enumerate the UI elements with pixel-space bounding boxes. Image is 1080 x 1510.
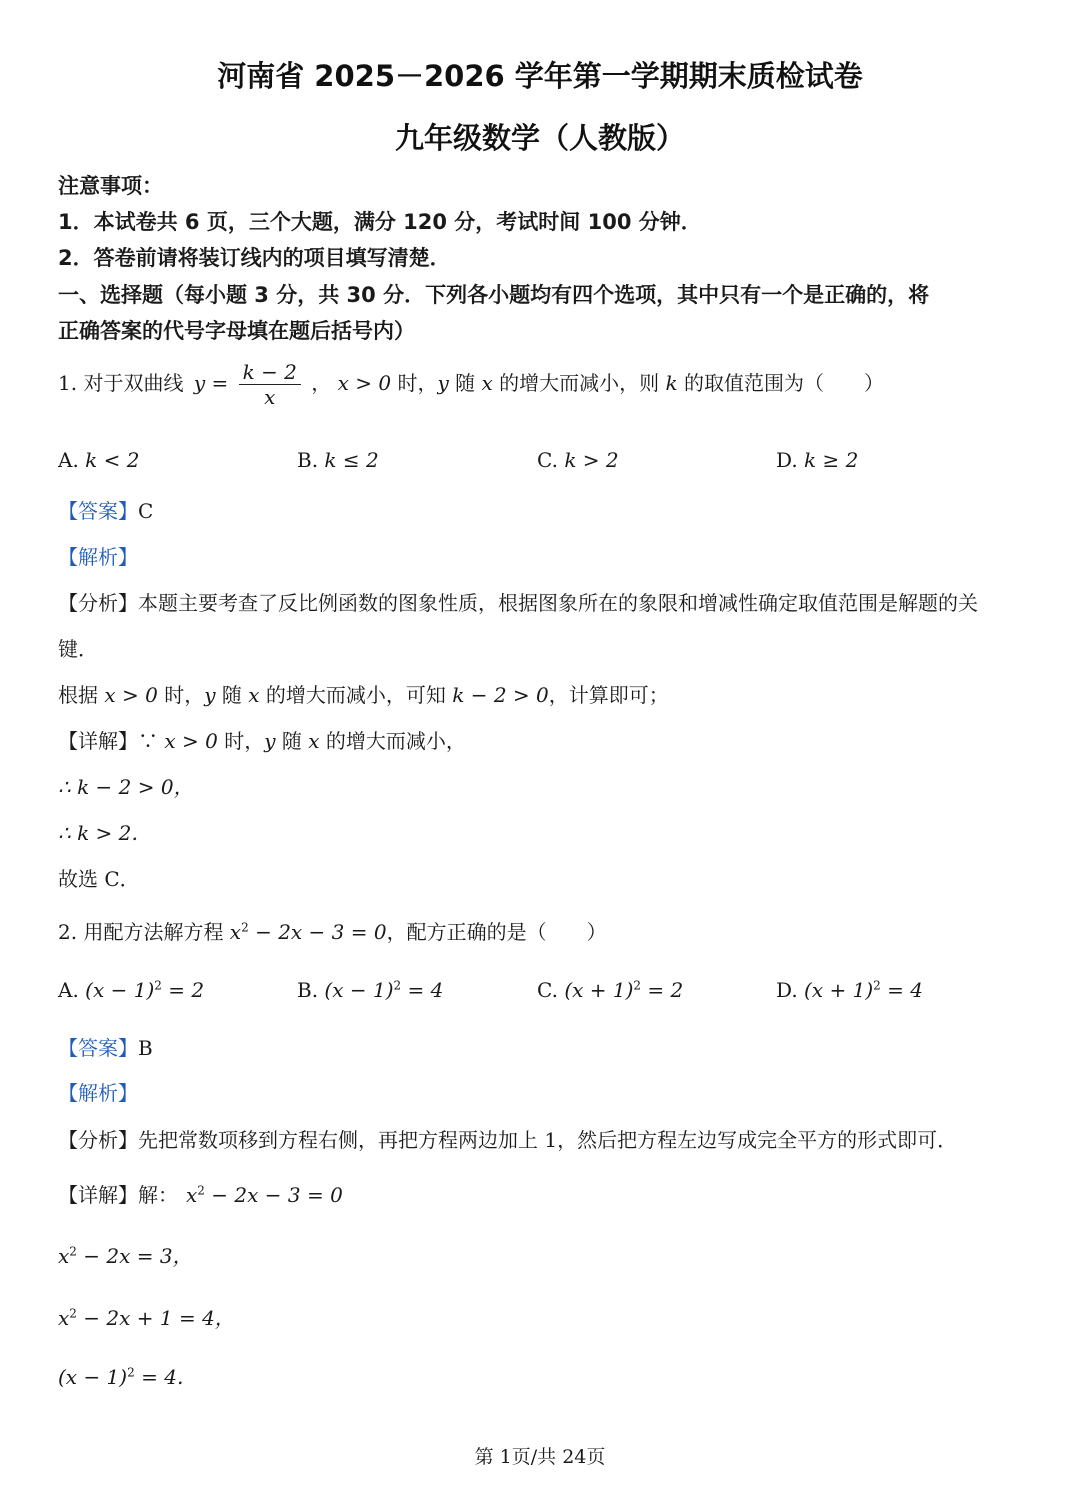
q1-xj-y: y (264, 729, 276, 753)
q1-condition: x > 0 (337, 371, 392, 395)
q1-reason-k: k − 2 > 0 (452, 683, 549, 707)
q1-answer (58, 495, 153, 524)
q1-fenxi-text: 本题主要考查了反比例函数的图象性质，根据图象所在的象限和增减性确定取值范围是解题的关 (138, 591, 978, 615)
q2-step3-rest: = 4． (134, 1365, 197, 1389)
q1-text-2: 随 (448, 371, 482, 395)
q1-reason-x: x > 0 (104, 683, 158, 707)
q1-reason-4: 的增大而减小，可知 (259, 683, 453, 707)
q1-choose: 故选 C． (58, 867, 140, 891)
q1-reason-5: ，计算即可； (548, 683, 669, 707)
q1-option-a-expr: k < 2 (85, 448, 140, 472)
q1-y-var: y (437, 371, 449, 395)
q2-step0-rest: − 2x − 3 = 0 (204, 1183, 343, 1207)
q1-reason-3: 随 (215, 683, 249, 707)
q2-option-d-rhs: = 4 (880, 978, 923, 1002)
q1-y-eq: y = (193, 371, 229, 395)
q2-step1-base: x (58, 1244, 70, 1268)
q2-step2-base: x (58, 1306, 70, 1330)
q2-prefix: 2. 用配方法解方程 (58, 920, 230, 944)
q1-suffix: 的取值范围为（ ） (677, 371, 884, 395)
question-2 (58, 916, 607, 945)
q1-fenxi-line1 (58, 587, 978, 616)
q2-step1-sup: 2 (69, 1244, 77, 1259)
q2-xiangjie (58, 1179, 343, 1208)
q2-answer-value: B (138, 1036, 153, 1060)
q1-option-b-label: B. (297, 448, 319, 472)
q2-option-b-sup: 2 (393, 978, 402, 993)
q1-option-c-label: C. (537, 448, 558, 472)
q1-option-b (297, 448, 379, 472)
q2-option-c-rhs: = 2 (641, 978, 684, 1002)
q1-k-var: k (665, 371, 678, 395)
q1-xj-1: 时， (217, 729, 265, 753)
q1-x-var: x (481, 371, 493, 395)
q1-frac-numerator: k − 2 (239, 360, 301, 385)
q1-because: ∵ (138, 729, 165, 753)
q2-option-a-sup: 2 (154, 978, 162, 993)
q1-analysis-tag: 【解析】 (58, 545, 138, 569)
q2-analysis-tag: 【解析】 (58, 1081, 138, 1105)
q2-xiangjie-tag: 【详解】 (58, 1183, 138, 1207)
q2-fenxi-tag: 【分析】 (58, 1128, 138, 1152)
q2-xj-lead: 解： (138, 1183, 178, 1207)
q2-step-3 (58, 1361, 197, 1390)
q1-fraction (239, 360, 301, 409)
section-1-heading-line1: 一、选择题（每小题 3 分，共 30 分．下列各小题均有四个选项，其中只有一个是正确的，将 (58, 283, 930, 307)
q2-step2-rest: − 2x + 1 = 4， (76, 1306, 235, 1330)
q2-step1-rest: − 2x = 3， (76, 1244, 193, 1268)
q2-option-a-label: A. (58, 978, 79, 1002)
q2-option-b-label: B. (297, 978, 319, 1002)
q1-option-d (776, 448, 858, 472)
q2-answer (58, 1032, 153, 1061)
q1-option-c-expr: k > 2 (564, 448, 619, 472)
exam-subtitle: 九年级数学（人教版） (394, 121, 685, 155)
q2-fenxi-text: 先把常数项移到方程右侧，再把方程两边加上 1，然后把方程左边写成完全平方的形式即可． (138, 1128, 958, 1152)
q2-eq-sup: 2 (241, 920, 249, 935)
question-1 (58, 360, 884, 409)
q2-step2-sup: 2 (69, 1306, 77, 1321)
q1-reason-1: 根据 (58, 683, 105, 707)
q2-option-d-label: D. (776, 978, 798, 1002)
q1-xiangjie-tag: 【详解】 (58, 729, 138, 753)
q1-answer-value: C (138, 499, 154, 523)
q2-option-b (297, 978, 443, 1002)
q2-option-a (58, 978, 204, 1002)
notice-item-1: 1．本试卷共 6 页，三个大题，满分 120 分，考试时间 100 分钟． (58, 210, 702, 234)
q1-text-1: 时， (391, 371, 438, 395)
q1-xj-cond: x > 0 (164, 729, 218, 753)
q1-reason-2: 时， (157, 683, 205, 707)
q2-answer-tag: 【答案】 (58, 1036, 138, 1060)
q2-option-b-rhs: = 4 (401, 978, 444, 1002)
q1-fenxi-tag: 【分析】 (58, 591, 138, 615)
q1-option-d-expr: k ≥ 2 (804, 448, 859, 472)
q2-option-a-rhs: = 2 (161, 978, 205, 1002)
q2-eq-x: x (229, 920, 242, 944)
notice-heading: 注意事项： (58, 174, 163, 198)
q2-option-c-sup: 2 (633, 978, 642, 993)
q2-step3-sup: 2 (127, 1365, 135, 1380)
q2-fenxi (58, 1124, 957, 1153)
q2-eq-rest: − 2x − 3 = 0 (248, 920, 387, 944)
q1-xj-3: 的增大而减小， (319, 729, 466, 753)
q2-option-d-sup: 2 (873, 978, 881, 993)
q1-option-d-label: D. (776, 448, 798, 472)
q2-step0-sup: 2 (197, 1183, 205, 1198)
q2-option-c-base: (x + 1) (564, 978, 634, 1002)
q1-reason-xv: x (248, 683, 260, 707)
section-1-heading-line2: 正确答案的代号字母填在题后括号内） (58, 319, 415, 343)
q2-option-b-base: (x − 1) (324, 978, 394, 1002)
q2-step-2 (58, 1302, 235, 1331)
q1-option-a-label: A. (58, 448, 79, 472)
q2-step-1 (58, 1240, 193, 1269)
q1-option-a (58, 448, 140, 472)
q1-comma: ， (311, 371, 332, 395)
q2-step3-base: (x − 1) (58, 1365, 128, 1389)
q2-option-a-base: (x − 1) (85, 978, 155, 1002)
q1-reason-y: y (204, 683, 216, 707)
q1-option-b-expr: k ≤ 2 (324, 448, 379, 472)
q2-option-c-label: C. (537, 978, 558, 1002)
notice-item-2: 2．答卷前请将装订线内的项目填写清楚． (58, 246, 451, 270)
page-number: 第 1页/共 24页 (474, 1446, 606, 1468)
q1-xiangjie (58, 725, 466, 754)
exam-title: 河南省 2025－2026 学年第一学期期末质检试卷 (217, 59, 863, 93)
q1-answer-tag: 【答案】 (58, 499, 138, 523)
q1-frac-denominator: x (264, 385, 276, 409)
q1-text-3: 的增大而减小，则 (492, 371, 666, 395)
q1-reason (58, 679, 669, 708)
q1-prefix: 1. 对于双曲线 (58, 371, 184, 395)
q1-xj-2: 随 (275, 729, 309, 753)
q1-option-c (537, 448, 619, 472)
q2-option-d (776, 978, 923, 1002)
q1-xj-x: x (308, 729, 320, 753)
q1-step-1: ∴ k − 2 > 0， (58, 775, 194, 799)
q2-suffix: ，配方正确的是（ ） (386, 920, 607, 944)
q2-option-d-base: (x + 1) (804, 978, 874, 1002)
q1-step-2: ∴ k > 2． (58, 821, 152, 845)
q1-fenxi-line2: 键． (58, 637, 98, 661)
q2-step0-base: x (186, 1183, 198, 1207)
q2-option-c (537, 978, 683, 1002)
